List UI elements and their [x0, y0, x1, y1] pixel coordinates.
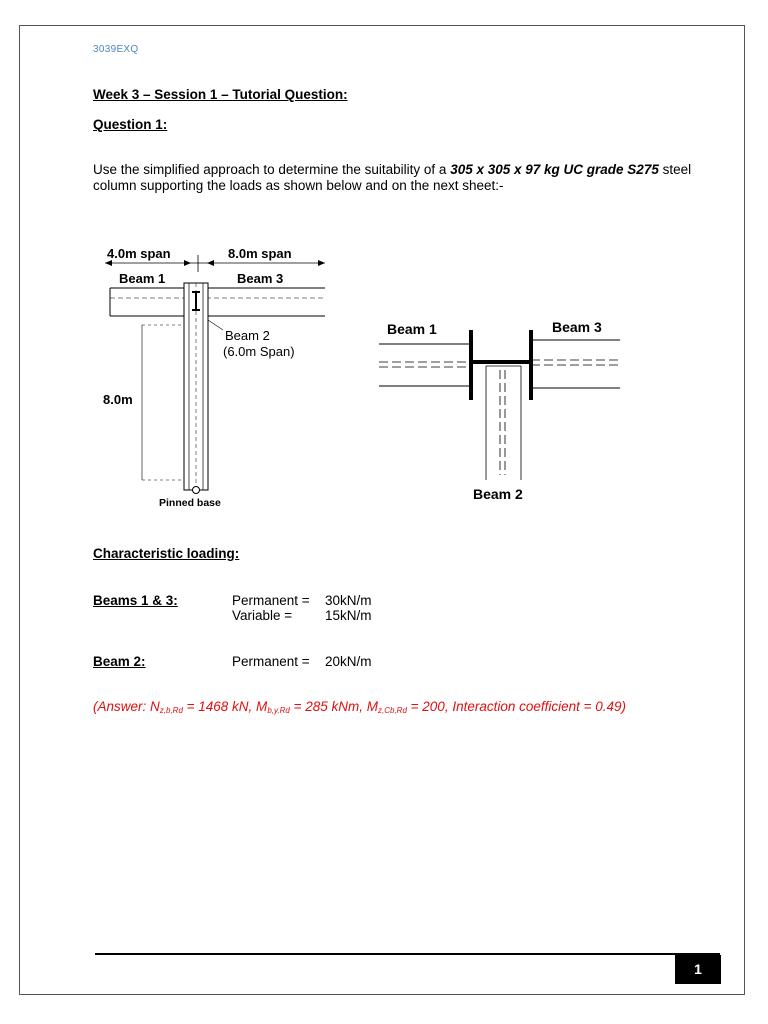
beam2-load-label: Beam 2: — [93, 654, 146, 669]
answer-open: (Answer: N — [93, 699, 160, 714]
loading-heading: Characteristic loading: — [93, 546, 240, 561]
intro-text-before: Use the simplified approach to determine the suitability of a — [93, 162, 451, 177]
section-designation: 305 x 305 x 97 kg UC grade S275 — [450, 162, 659, 177]
answer-text — [93, 699, 626, 715]
beams13-label: Beams 1 & 3: — [93, 593, 178, 608]
beam2-span-label: (6.0m Span) — [223, 344, 295, 359]
connection-plan-diagram — [375, 310, 625, 510]
page-number: 1 — [675, 955, 721, 984]
span-right-label: 8.0m span — [228, 246, 292, 261]
footer-divider — [95, 953, 720, 955]
answer-n-value: = 1468 kN, M — [182, 699, 268, 714]
answer-n-subscript: z,b,Rd — [159, 706, 183, 715]
plan-beam3-label: Beam 3 — [552, 319, 602, 335]
answer-mb-subscript: b,y,Rd — [267, 706, 290, 715]
document-code: 3039EXQ — [93, 44, 139, 55]
question-heading: Question 1: — [93, 117, 168, 132]
pinned-base-label: Pinned base — [159, 497, 221, 509]
beam2-permanent-value: 20kN/m — [325, 654, 372, 669]
elevation-diagram — [95, 240, 365, 515]
intro-text-after: steel column supporting the loads as shown below and on the next sheet:- — [93, 162, 692, 193]
beams13-permanent-value: 30kN/m — [325, 593, 372, 608]
beams13-variable-label: Variable = — [232, 608, 293, 623]
beam1-label: Beam 1 — [119, 271, 166, 286]
plan-beam1-label: Beam 1 — [387, 321, 437, 337]
beams13-variable-value: 15kN/m — [325, 608, 372, 623]
beams13-permanent-label: Permanent = — [232, 593, 310, 608]
answer-rest: = 200, Interaction coefficient = 0.49) — [406, 699, 627, 714]
span-left-label: 4.0m span — [107, 246, 171, 261]
plan-beam2-label: Beam 2 — [473, 486, 523, 502]
answer-mb-value: = 285 kNm, M — [289, 699, 378, 714]
question-text — [93, 162, 693, 194]
beam3-label: Beam 3 — [237, 271, 284, 286]
page-title: Week 3 – Session 1 – Tutorial Question: — [93, 87, 348, 102]
height-label: 8.0m — [103, 392, 133, 407]
beam2-permanent-label: Permanent = — [232, 654, 310, 669]
beam2-label: Beam 2 — [225, 328, 270, 343]
answer-mz-subscript: z,Cb,Rd — [378, 706, 407, 715]
